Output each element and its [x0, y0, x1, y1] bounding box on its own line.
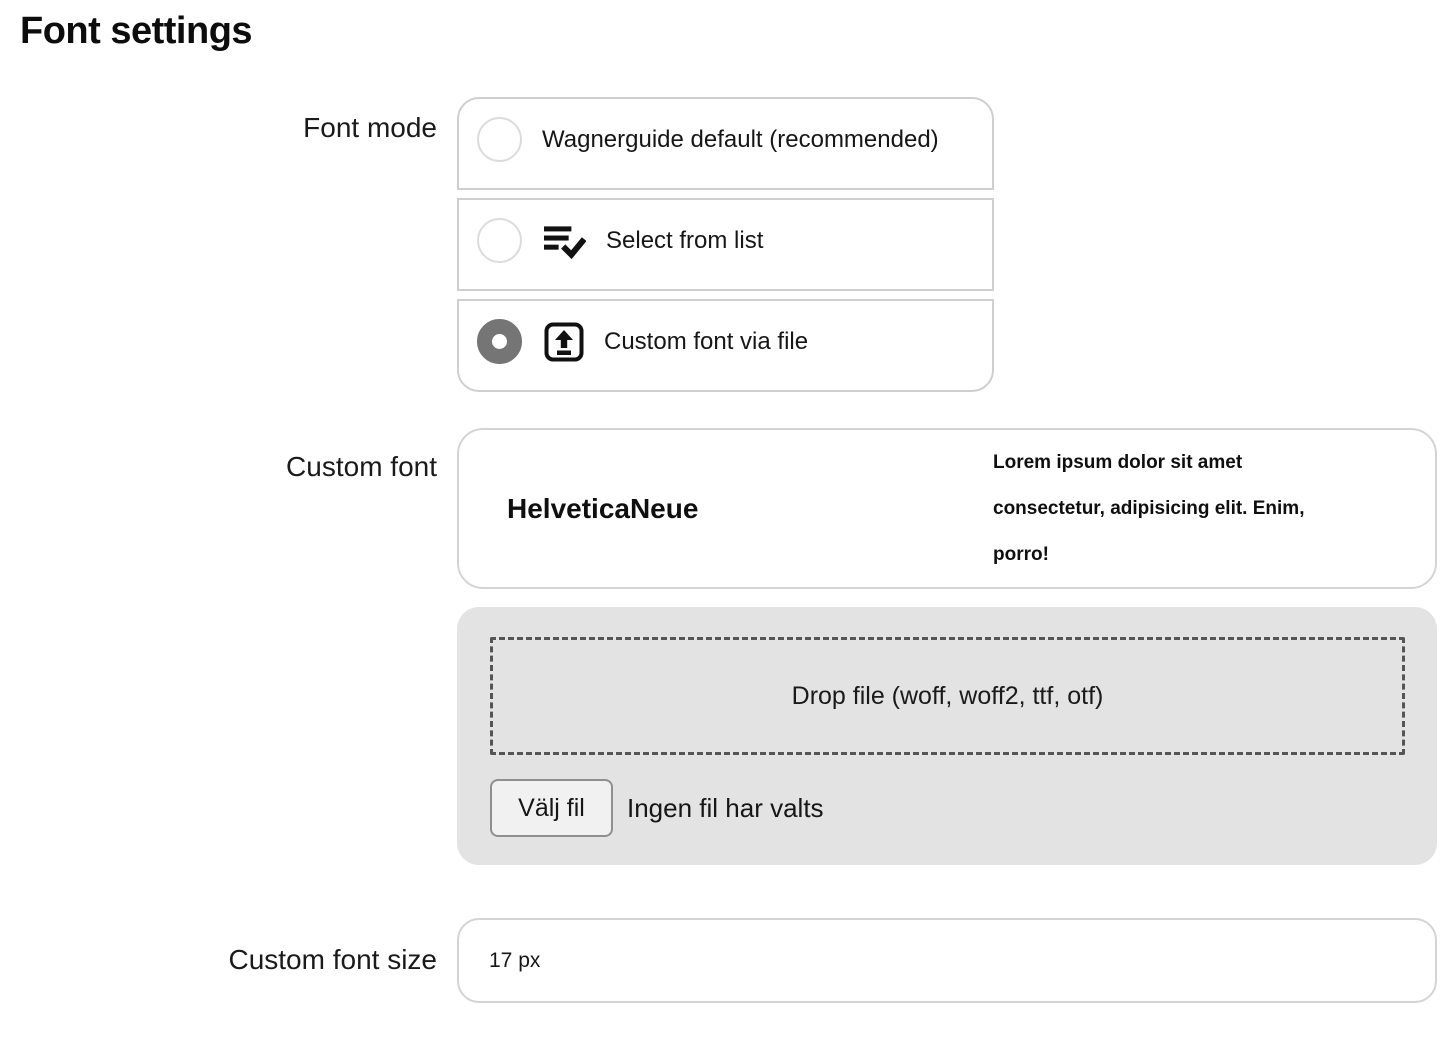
upload-file-icon	[544, 322, 584, 362]
custom-font-size-input[interactable]	[457, 918, 1437, 1003]
custom-font-name: HelveticaNeue	[507, 492, 699, 524]
radio-option-label: Select from list	[606, 226, 764, 254]
font-mode-radio-group	[457, 97, 994, 392]
radio-option-wagnerguide-default[interactable]	[457, 97, 994, 190]
radio-button-selected[interactable]	[477, 319, 522, 364]
file-dropzone[interactable]	[490, 637, 1405, 755]
sample-line: Lorem ipsum dolor sit amet	[993, 451, 1243, 473]
dropzone-text: Drop file (woff, woff2, ttf, otf)	[791, 681, 1104, 710]
font-upload-card	[457, 607, 1437, 865]
radio-button-unselected[interactable]	[477, 117, 522, 162]
sample-line: porro!	[993, 543, 1049, 565]
radio-option-select-from-list[interactable]	[457, 198, 994, 291]
custom-font-label: Custom font	[286, 451, 437, 482]
radio-option-custom-font-via-file[interactable]	[457, 299, 994, 392]
choose-file-button[interactable]: Välj fil	[490, 779, 613, 837]
file-input	[490, 779, 1405, 837]
file-status-text: Ingen fil har valts	[627, 792, 824, 823]
custom-font-size-label: Custom font size	[228, 944, 437, 975]
radio-option-label: Custom font via file	[604, 327, 809, 355]
font-mode-label: Font mode	[303, 112, 437, 143]
radio-button-unselected[interactable]	[477, 218, 522, 263]
sample-line: consectetur, adipisicing elit. Enim,	[993, 497, 1305, 519]
checklist-icon	[544, 222, 586, 260]
page-title: Font settings	[20, 10, 253, 52]
custom-font-preview-card	[457, 428, 1437, 589]
radio-option-label: Wagnerguide default (recommended)	[542, 125, 939, 153]
custom-font-sample-text	[993, 440, 1375, 578]
